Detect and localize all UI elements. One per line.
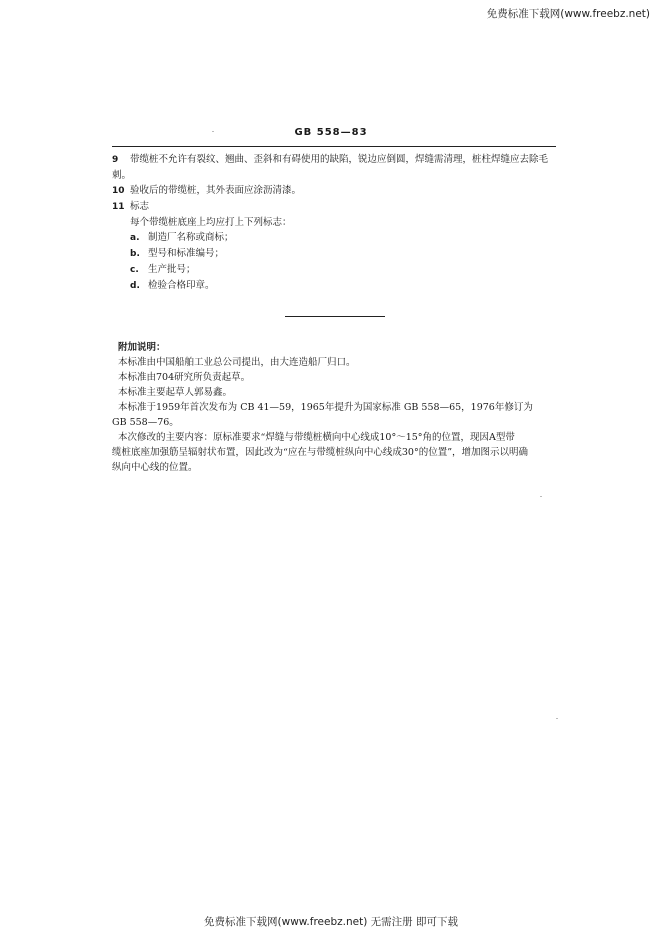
list-item — [112, 246, 558, 262]
marking-intro: 每个带缆桩底座上均应打上下列标志： — [130, 217, 292, 228]
scan-speck — [212, 131, 214, 132]
watermark-bottom: 免费标准下载网(www.freebz.net) 无需注册 即可下载 — [204, 916, 458, 928]
note-line: 本标准由中国船舶工业总公司提出，由大连造船厂归口。 — [118, 357, 356, 368]
end-of-text-rule — [285, 316, 385, 317]
header-rule — [112, 146, 556, 147]
clause-text: 带缆桩不允许有裂纹、翘曲、歪斜和有碍使用的缺陷，锐边应倒圆，焊缝需清理，桩柱焊缝应去除毛 — [130, 154, 549, 165]
note-line: 本标准由704研究所负责起草。 — [118, 372, 251, 383]
note-line-continued: 缆桩底座加强筋呈辐射状布置，因此改为“应在与带缆桩纵向中心线成30°的位置”，增加图示以明确 — [112, 447, 529, 458]
additional-notes — [112, 340, 558, 475]
watermark-top: 免费标准下载网(www.freebz.net) — [486, 8, 650, 20]
standard-number-header: GB 558—83 — [294, 127, 368, 138]
clause-text-continued: 刺。 — [112, 170, 132, 181]
note-line-continued: 纵向中心线的位置。 — [112, 462, 198, 473]
list-item — [112, 278, 558, 294]
clause-11 — [112, 199, 558, 215]
additional-notes-title: 附加说明： — [118, 342, 166, 353]
list-item-text: 型号和标准编号； — [148, 248, 225, 259]
clause-9 — [112, 152, 558, 168]
clause-title: 标志 — [130, 201, 150, 212]
note-line: 本次修改的主要内容：原标准要求“焊缝与带缆桩横向中心线成10°～15°角的位置，现因A型带 — [118, 432, 515, 443]
clause-number: 9 — [112, 155, 119, 165]
clause-number: 10 — [112, 186, 125, 196]
note-line: 本标准于1959年首次发布为 CB 41—59，1965年提升为国家标准 GB 558—65，1976年修订为 — [118, 402, 533, 413]
scan-speck — [540, 496, 542, 497]
list-item-text: 检验合格印章。 — [148, 280, 215, 291]
note-line: 本标准主要起草人郭易鑫。 — [118, 387, 233, 398]
document-body — [112, 152, 558, 294]
scan-speck — [556, 718, 558, 719]
note-line-continued: GB 558—76。 — [112, 417, 179, 428]
list-item-text: 生产批号； — [148, 264, 196, 275]
clause-10 — [112, 183, 558, 199]
list-item — [112, 230, 558, 246]
list-item-text: 制造厂名称或商标； — [148, 232, 234, 243]
clause-number: 11 — [112, 202, 125, 212]
clause-text: 验收后的带缆桩，其外表面应涂沥清漆。 — [130, 185, 302, 196]
list-item-letter: d. — [130, 281, 140, 291]
list-item — [112, 262, 558, 278]
list-item-letter: b. — [130, 249, 140, 259]
list-item-letter: a. — [130, 233, 140, 243]
list-item-letter: c. — [130, 265, 139, 275]
